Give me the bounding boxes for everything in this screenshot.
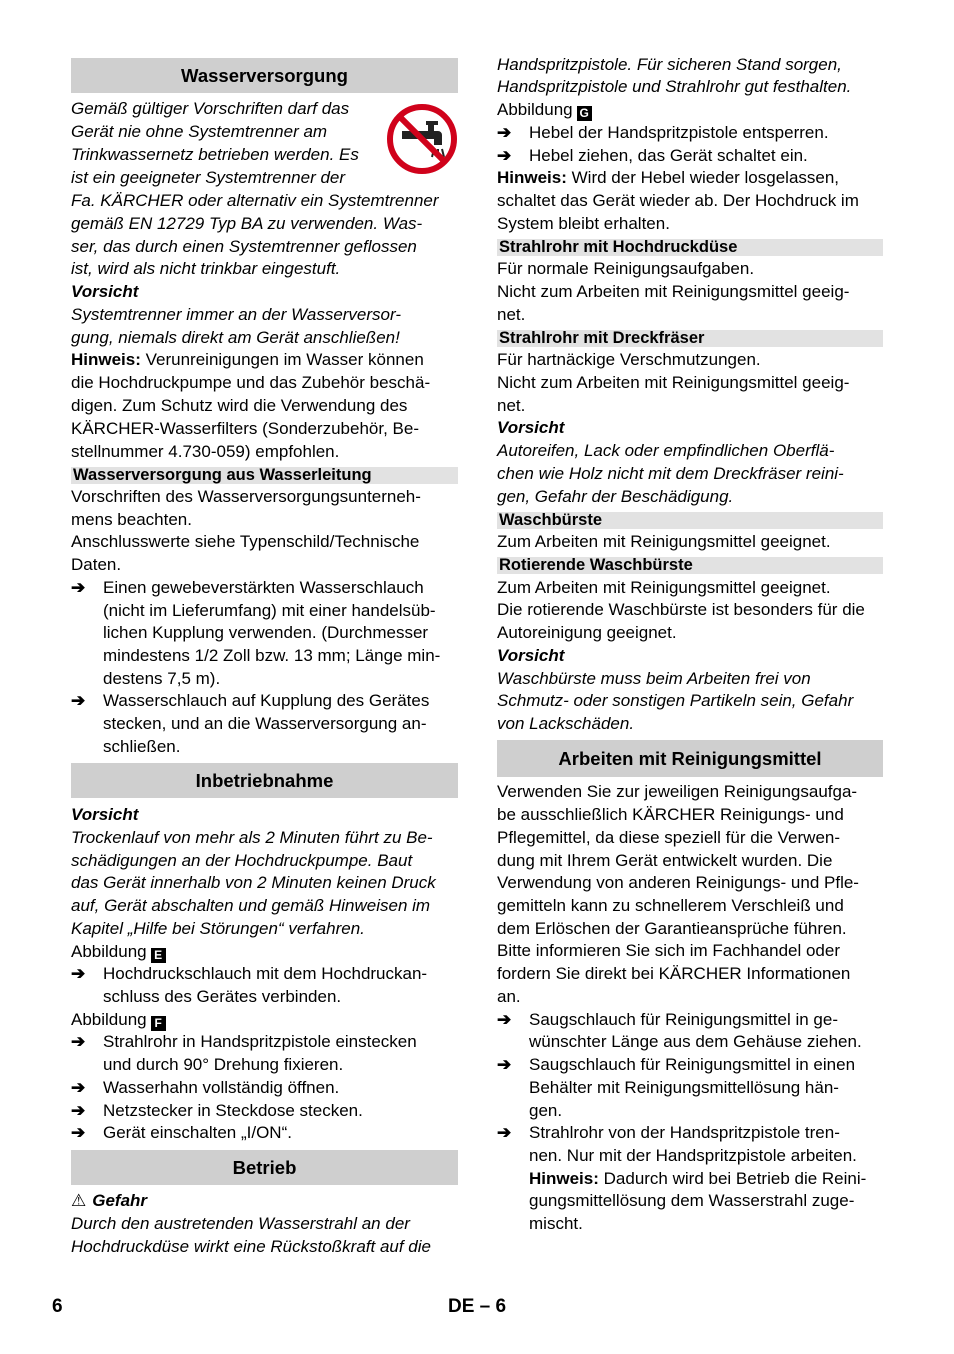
text-span: Verunreinigungen im Wasser können bbox=[140, 350, 424, 369]
list-item bbox=[497, 1121, 883, 1144]
arrow-icon: ➔ bbox=[71, 691, 86, 710]
text-line: stecken, und an die Wasserversorgung an- bbox=[103, 714, 427, 733]
text-span: Saugschlauch für Reinigungsmittel in ge- bbox=[529, 1010, 839, 1029]
figure-f-badge: F bbox=[151, 1016, 166, 1031]
arrow-icon: ➔ bbox=[497, 1055, 512, 1074]
text-line: schaltet das Gerät wieder ab. Der Hochdruck im bbox=[497, 191, 859, 210]
heading-betrieb: Betrieb bbox=[71, 1150, 458, 1185]
subheading-hochdruckduese: Strahlrohr mit Hochdruckdüse bbox=[497, 239, 883, 256]
text-line: Behälter mit Reinigungsmittellösung hän- bbox=[529, 1078, 839, 1097]
text-line: net. bbox=[497, 305, 526, 324]
list-item bbox=[497, 144, 883, 167]
hinweis-label: Hinweis: bbox=[497, 168, 567, 187]
text-line: lichen Kupplung verwenden. (Durchmesser bbox=[103, 623, 429, 642]
hinweis-label: Hinweis: bbox=[71, 350, 141, 369]
text-line: gen, Gefahr der Beschädigung. bbox=[497, 487, 734, 506]
list-item bbox=[71, 1121, 458, 1144]
arrow-icon: ➔ bbox=[497, 123, 512, 142]
figure-reference bbox=[497, 98, 883, 121]
text-line: nen. Nur mit der Handspritzpistole arbeiten. bbox=[529, 1146, 857, 1165]
text-line: Zum Arbeiten mit Reinigungsmittel geeignet. bbox=[497, 578, 831, 597]
arrow-icon: ➔ bbox=[71, 1032, 86, 1051]
text-line: Autoreinigung geeignet. bbox=[497, 623, 677, 642]
list-item bbox=[497, 121, 883, 144]
text-span: Abbildung bbox=[71, 942, 147, 961]
text-line: Gerät nie ohne Systemtrenner am bbox=[71, 122, 328, 141]
text-line: von Lackschäden. bbox=[497, 714, 635, 733]
text-line: Nicht zum Arbeiten mit Reinigungsmittel geeig- bbox=[497, 373, 850, 392]
text-span: Gefahr bbox=[92, 1191, 148, 1210]
text-span: Saugschlauch für Reinigungsmittel in einen bbox=[529, 1055, 856, 1074]
heading-inbetriebnahme: Inbetriebnahme bbox=[71, 763, 458, 798]
text-line: Systemtrenner immer an der Wasserversor- bbox=[71, 305, 402, 324]
text-line: Die rotierende Waschbürste ist besonders für die bbox=[497, 600, 865, 619]
text-line: dem Erlöschen der Garantieansprüche führen. bbox=[497, 919, 847, 938]
figure-g-badge: G bbox=[577, 106, 592, 121]
vorsicht-label: Vorsicht bbox=[497, 418, 565, 437]
list-item bbox=[71, 689, 458, 712]
subheading-wasserleitung: Wasserversorgung aus Wasserleitung bbox=[71, 467, 458, 484]
text-span: Abbildung bbox=[497, 100, 573, 119]
figure-reference bbox=[71, 940, 458, 963]
arrow-icon: ➔ bbox=[497, 1123, 512, 1142]
text-line: auf, Gerät abschalten und gemäß Hinweisen im bbox=[71, 896, 431, 915]
list-item bbox=[71, 1099, 458, 1122]
figure-e-badge: E bbox=[151, 948, 166, 963]
text-line: be ausschließlich KÄRCHER Reinigungs- und bbox=[497, 805, 844, 824]
text-line: die Hochdruckpumpe und das Zubehör beschä- bbox=[71, 373, 431, 392]
page-number: 6 bbox=[52, 1296, 63, 1317]
vorsicht-label: Vorsicht bbox=[71, 805, 139, 824]
text-span: Dadurch wird bei Betrieb die Reini- bbox=[598, 1169, 867, 1188]
text-span: Hebel der Handspritzpistole entsperren. bbox=[529, 123, 829, 142]
text-line: KÄRCHER-Wasserfilters (Sonderzubehör, Be- bbox=[71, 419, 419, 438]
text-line bbox=[71, 348, 458, 371]
text-span: Wird der Hebel wieder losgelassen, bbox=[566, 168, 840, 187]
list-item bbox=[71, 962, 458, 985]
text-line bbox=[497, 1167, 883, 1190]
text-line: wünschter Länge aus dem Gehäuse ziehen. bbox=[529, 1032, 862, 1051]
heading-arbeiten-reinigungsmittel: Arbeiten mit Reinigungsmittel bbox=[497, 740, 883, 777]
text-line: digen. Zum Schutz wird die Verwendung des bbox=[71, 396, 408, 415]
text-span: Hebel ziehen, das Gerät schaltet ein. bbox=[529, 146, 808, 165]
text-line: gungsmittellösung dem Wasserstrahl zuge- bbox=[529, 1191, 855, 1210]
text-line: an. bbox=[497, 987, 521, 1006]
text-line: Bitte informieren Sie sich im Fachhandel oder bbox=[497, 941, 840, 960]
text-line bbox=[497, 166, 883, 189]
text-span: Einen gewebeverstärkten Wasserschlauch bbox=[103, 578, 424, 597]
text-line: mindestens 1/2 Zoll bzw. 13 mm; Länge min- bbox=[103, 646, 441, 665]
arrow-icon: ➔ bbox=[71, 964, 86, 983]
text-line: ser, das durch einen Systemtrenner geflossen bbox=[71, 237, 417, 256]
list-item bbox=[497, 1053, 883, 1076]
text-line: net. bbox=[497, 396, 526, 415]
text-line: ist ein geeigneter Systemtrenner der bbox=[71, 168, 346, 187]
text-line: Verwendung von anderen Reinigungs- und Pfle- bbox=[497, 873, 859, 892]
text-line: chen wie Holz nicht mit dem Dreckfräser reini- bbox=[497, 464, 844, 483]
list-item bbox=[71, 576, 458, 599]
text-line: und durch 90° Drehung fixieren. bbox=[103, 1055, 344, 1074]
text-span: Strahlrohr in Handspritzpistole einstecken bbox=[103, 1032, 417, 1051]
vorsicht-label: Vorsicht bbox=[71, 282, 139, 301]
text-line: Verwenden Sie zur jeweiligen Reinigungsaufga- bbox=[497, 782, 858, 801]
text-line: Zum Arbeiten mit Reinigungsmittel geeignet. bbox=[497, 532, 831, 551]
text-line: Gemäß gültiger Vorschriften darf das bbox=[71, 99, 350, 118]
text-line: stellnummer 4.730-059) empfohlen. bbox=[71, 442, 340, 461]
subheading-waschbuerste: Waschbürste bbox=[497, 512, 883, 529]
text-line: Fa. KÄRCHER oder alternativ ein Systemtrenner bbox=[71, 191, 439, 210]
text-line: gemäß EN 12729 Typ BA zu verwenden. Was- bbox=[71, 214, 423, 233]
vorsicht-label: Vorsicht bbox=[497, 646, 565, 665]
text-line: Schmutz- oder sonstigen Partikeln sein, Gefahr bbox=[497, 691, 854, 710]
text-line: Handspritzpistole. Für sicheren Stand sorgen, bbox=[497, 55, 842, 74]
text-line: Trinkwassernetz betrieben werden. Es bbox=[71, 145, 359, 164]
gefahr-label bbox=[71, 1189, 458, 1212]
text-line: gen. bbox=[529, 1101, 563, 1120]
text-line: ist, wird als nicht trinkbar eingestuft. bbox=[71, 259, 341, 278]
text-line: schluss des Gerätes verbinden. bbox=[103, 987, 342, 1006]
figure-reference bbox=[71, 1008, 458, 1031]
text-line: dung mit Ihrem Gerät entwickelt wurden. Die bbox=[497, 851, 833, 870]
warning-icon: ⚠ bbox=[71, 1191, 87, 1210]
text-span: Netzstecker in Steckdose stecken. bbox=[103, 1101, 363, 1120]
list-item bbox=[497, 1008, 883, 1031]
text-line: Vorschriften des Wasserversorgungsunterneh- bbox=[71, 487, 421, 506]
text-span: Strahlrohr von der Handspritzpistole tren- bbox=[529, 1123, 840, 1142]
arrow-icon: ➔ bbox=[71, 578, 86, 597]
text-span: Abbildung bbox=[71, 1010, 147, 1029]
text-line: Für normale Reinigungsaufgaben. bbox=[497, 259, 755, 278]
list-item bbox=[71, 1030, 458, 1053]
text-line: System bleibt erhalten. bbox=[497, 214, 670, 233]
text-line: Waschbürste muss beim Arbeiten frei von bbox=[497, 669, 811, 688]
arrow-icon: ➔ bbox=[71, 1078, 86, 1097]
text-line: Anschlusswerte siehe Typenschild/Technische bbox=[71, 532, 420, 551]
arrow-icon: ➔ bbox=[497, 146, 512, 165]
list-item bbox=[71, 1076, 458, 1099]
arrow-icon: ➔ bbox=[497, 1010, 512, 1029]
text-line: gemitteln kann zu schnellerem Verschleiß und bbox=[497, 896, 844, 915]
text-line: mischt. bbox=[529, 1214, 583, 1233]
subheading-rotierende-waschbuerste: Rotierende Waschbürste bbox=[497, 557, 883, 574]
heading-wasserversorgung: Wasserversorgung bbox=[71, 58, 458, 93]
text-span: Gerät einschalten „I/ON“. bbox=[103, 1123, 292, 1142]
text-line: (nicht im Lieferumfang) mit einer handelsüb- bbox=[103, 601, 436, 620]
text-line: Daten. bbox=[71, 555, 122, 574]
text-line: destens 7,5 m). bbox=[103, 669, 221, 688]
text-line: Durch den austretenden Wasserstrahl an der bbox=[71, 1214, 410, 1233]
text-line: mens beachten. bbox=[71, 510, 192, 529]
text-line: das Gerät innerhalb von 2 Minuten keinen Druck bbox=[71, 873, 436, 892]
text-line: Autoreifen, Lack oder empfindlichen Oberflä- bbox=[497, 441, 835, 460]
text-line: Kapitel „Hilfe bei Störungen“ verfahren. bbox=[71, 919, 365, 938]
arrow-icon: ➔ bbox=[71, 1101, 86, 1120]
text-line: Hochdruckdüse wirkt eine Rückstoßkraft auf die bbox=[71, 1237, 431, 1256]
text-span: Wasserschlauch auf Kupplung des Gerätes bbox=[103, 691, 430, 710]
text-line: Für hartnäckige Verschmutzungen. bbox=[497, 350, 761, 369]
text-line: schädigungen an der Hochdruckpumpe. Baut bbox=[71, 851, 413, 870]
text-line: Pflegemittel, da diese speziell für die Verwen- bbox=[497, 828, 841, 847]
text-line: Trockenlauf von mehr als 2 Minuten führt zu Be- bbox=[71, 828, 433, 847]
text-line: fordern Sie direkt bei KÄRCHER Informationen bbox=[497, 964, 851, 983]
text-span: Wasserhahn vollständig öffnen. bbox=[103, 1078, 340, 1097]
text-span: Hochdruckschlauch mit dem Hochdruckan- bbox=[103, 964, 428, 983]
subheading-dreckfraeser: Strahlrohr mit Dreckfräser bbox=[497, 330, 883, 347]
text-line: Handspritzpistole und Strahlrohr gut festhalten. bbox=[497, 77, 852, 96]
arrow-icon: ➔ bbox=[71, 1123, 86, 1142]
text-line: gung, niemals direkt am Gerät anschließen! bbox=[71, 328, 400, 347]
text-line: schließen. bbox=[103, 737, 181, 756]
page-label: DE – 6 bbox=[448, 1296, 507, 1317]
text-line: Nicht zum Arbeiten mit Reinigungsmittel geeig- bbox=[497, 282, 850, 301]
hinweis-label: Hinweis: bbox=[529, 1169, 599, 1188]
